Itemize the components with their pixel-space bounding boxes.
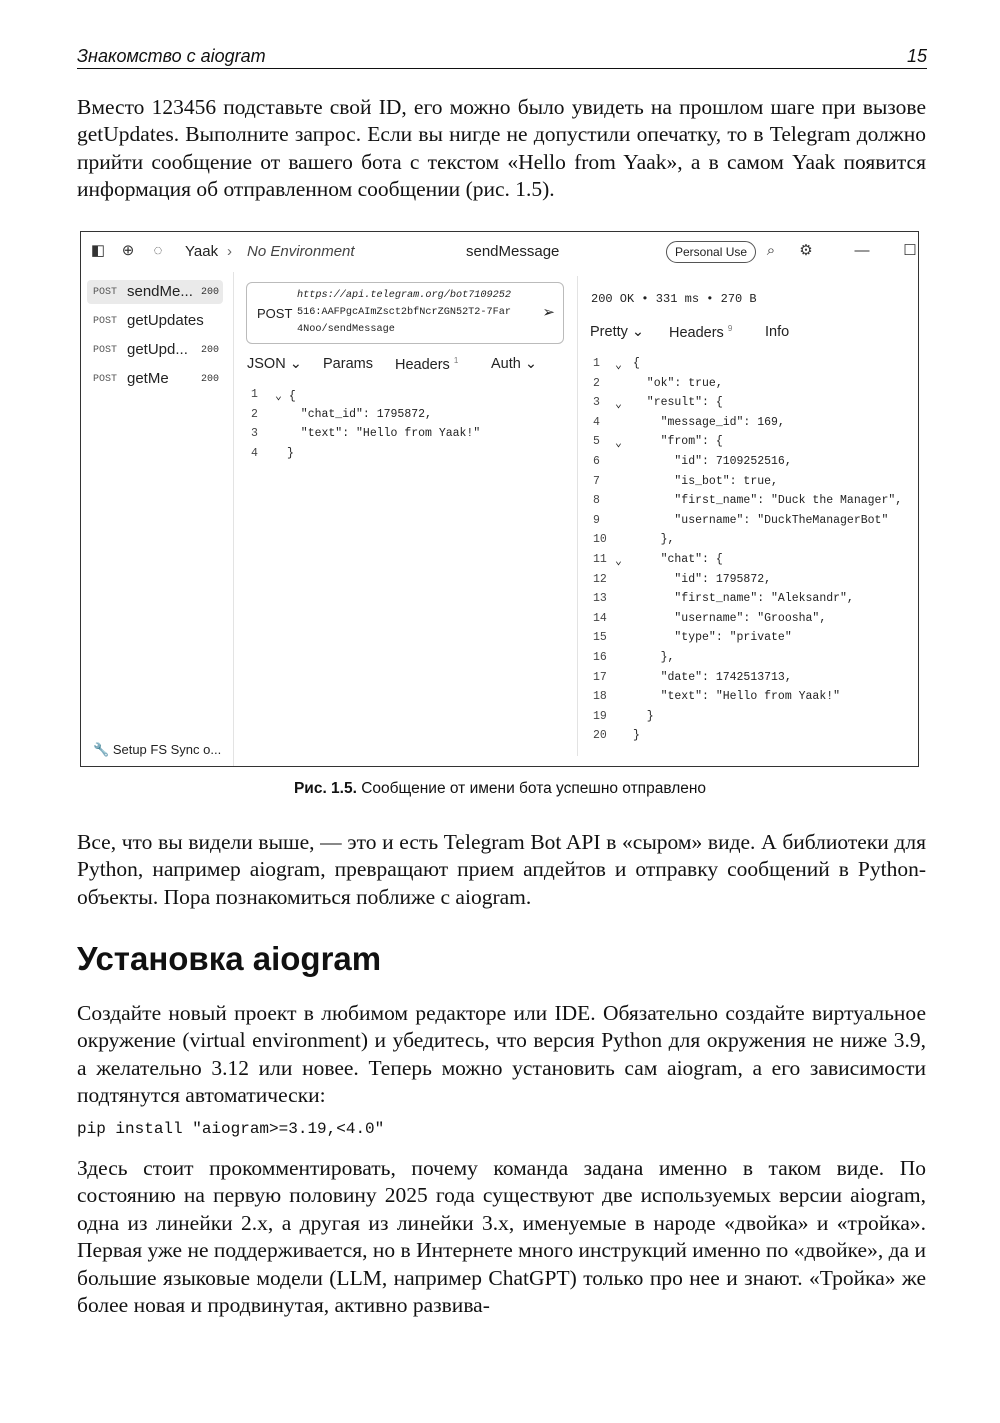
line-number: 16 [593, 651, 607, 664]
line-number: 15 [593, 631, 607, 645]
code-line: } [633, 709, 654, 723]
chevron-right-icon: › [227, 243, 232, 260]
page-number: 15 [906, 46, 927, 66]
code-line: "first_name": "Aleksandr", [633, 592, 854, 606]
maximize-icon[interactable]: ☐ [903, 242, 917, 259]
request-title: sendMessage [466, 243, 560, 260]
sidebar-item[interactable] [87, 309, 223, 333]
code-line: { [633, 357, 640, 370]
response-status: 200 OK • 331 ms • 270 B [591, 292, 757, 306]
code-line: "username": "DuckTheManagerBot" [633, 513, 889, 527]
line-number: 10 [593, 533, 607, 547]
url-line: 4Noo/sendMessage [297, 324, 395, 335]
workspace-name[interactable]: Yaak [185, 243, 219, 260]
code-line: "username": "Groosha", [633, 611, 827, 625]
tab-auth[interactable]: Auth ⌄ [491, 356, 538, 372]
paragraph-intro: Вместо 123456 подставьте свой ID, его можно было увидеть на прошлом шаге при вызове getUpdates. Выполните запрос. Если вы нигде не допустили опечатку, то в Telegram должно прийти сообщение от вашего бота с текстом «Hello from Yaak», а в самом Yaak появится информация об отправленном сообщении (рис. 1.5). [77, 95, 926, 202]
fold-icon[interactable]: ⌄ [615, 437, 622, 451]
line-number: 5 [593, 435, 600, 449]
line-number: 3 [251, 427, 258, 440]
send-icon[interactable]: ➢ [542, 304, 555, 321]
line-number: 1 [251, 388, 258, 401]
line-number: 13 [593, 592, 607, 606]
method-badge: POST [93, 287, 118, 298]
running-header [77, 44, 927, 69]
code-line: "result": { [633, 396, 723, 410]
sidebar-item[interactable] [87, 338, 223, 362]
line-number: 12 [593, 572, 607, 586]
tab-json[interactable]: JSON ⌄ [247, 356, 302, 372]
url-line: 516:AAFPgcAImZsct2bfNcrZGN52T2-7Far [297, 307, 511, 318]
code-line: "id": 1795872, [633, 572, 772, 586]
request-name: getUpd... [127, 341, 188, 358]
gear-icon[interactable]: ⚙ [799, 242, 813, 259]
line-number: 9 [593, 513, 600, 527]
request-name: sendMe... [127, 283, 193, 300]
minimize-icon[interactable]: — [854, 242, 870, 259]
code-line: "message_id": 169, [633, 415, 785, 429]
code-line: "first_name": "Duck the Manager", [633, 494, 903, 508]
line-number: 3 [593, 396, 600, 410]
request-body-editor[interactable] [251, 388, 571, 468]
request-sidebar [81, 272, 234, 766]
line-number: 6 [593, 455, 600, 468]
sidebar-item[interactable] [87, 280, 223, 304]
line-number: 4 [251, 446, 258, 460]
response-body [593, 357, 918, 757]
tab-response-headers[interactable]: Headers $^9$ [669, 324, 733, 341]
paragraph-install: Создайте новый проект в любимом редакторе или IDE. Обязательно создайте виртуальное окружение (virtual environment) и убедитесь, что версия Python для окружения не ниже 3.9, а желательно 3.12 или новее. Теперь можно установить сам aiogram, а его зависимости подтянутся автоматически: [77, 1001, 926, 1108]
code-line: "date": 1742513713, [633, 670, 792, 684]
line-number: 20 [593, 729, 607, 743]
setup-sync-button[interactable] [93, 742, 221, 758]
tab-params[interactable]: Params [323, 356, 373, 372]
caption-label: Рис. 1.5. [293, 780, 357, 797]
url-input[interactable] [297, 287, 537, 338]
setup-sync-label: Setup FS Sync o... [112, 742, 222, 757]
code-line: }, [633, 533, 675, 547]
url-method[interactable]: POST [257, 306, 293, 321]
search-icon[interactable]: ⌕ [766, 242, 776, 259]
line-number: 1 [593, 357, 600, 370]
sidebar-toggle-icon[interactable]: ◧ [90, 242, 106, 259]
line-number: 8 [593, 494, 600, 508]
figure-caption [0, 780, 1000, 798]
request-name: getUpdates [127, 312, 204, 329]
line-number: 17 [593, 670, 607, 684]
fold-icon[interactable]: ⌄ [615, 555, 622, 568]
workspace-badge[interactable]: Personal Use [666, 241, 756, 263]
caption-text: Сообщение от имени бота успешно отправлено [361, 780, 707, 797]
line-number: 7 [593, 474, 600, 488]
wrench-icon: 🔧 [93, 742, 110, 757]
code-line: "ok": true, [633, 376, 723, 390]
line-number: 2 [593, 376, 600, 390]
code-line: "id": 7109252516, [633, 455, 792, 468]
fold-icon[interactable]: ⌄ [615, 359, 622, 372]
code-line: "type": "private" [633, 631, 792, 645]
code-line: ⌄ { [275, 390, 296, 403]
request-name: getMe [127, 370, 169, 387]
add-icon[interactable]: ⊕ [121, 242, 135, 259]
line-number: 19 [593, 709, 607, 723]
tab-headers[interactable]: Headers $^1$ [395, 356, 459, 373]
code-line: "chat_id": 1795872, [287, 407, 432, 421]
url-line: https://api.telegram.org/bot7109252 [297, 290, 511, 301]
line-number: 14 [593, 611, 607, 625]
line-number: 4 [593, 415, 600, 429]
sidebar-item[interactable] [87, 367, 223, 391]
code-line: } [287, 446, 294, 460]
code-line: "text": "Hello from Yaak!" [287, 427, 481, 440]
chapter-title: Знакомство с aiogram [77, 46, 266, 66]
code-line: "text": "Hello from Yaak!" [633, 690, 841, 704]
tab-info[interactable]: Info [765, 324, 790, 340]
paragraph-summary: Все, что вы видели выше, — это и есть Telegram Bot API в «сыром» виде. А библиотеки для Python, например aiogram, превращают прием апдейтов и отправку сообщений в Python-объекты. Пора познакомиться поближе с aiogram. [77, 830, 926, 909]
app-topbar [81, 232, 918, 272]
code-line: "chat": { [633, 553, 723, 566]
code-line: } [633, 729, 640, 743]
status-code: 200 [200, 345, 219, 356]
method-badge: POST [93, 316, 118, 327]
code-line: "is_bot": true, [633, 474, 778, 488]
fold-icon[interactable]: ⌄ [615, 398, 622, 412]
line-number: 18 [593, 690, 607, 704]
status-code: 200 [200, 287, 219, 298]
status-code: 200 [200, 374, 219, 385]
code-line: }, [633, 651, 675, 664]
tab-pretty[interactable]: Pretty ⌄ [590, 324, 645, 340]
line-number: 2 [251, 407, 258, 421]
section-heading: Установка aiogram [77, 940, 382, 977]
method-badge: POST [93, 374, 118, 385]
workspace-icon[interactable]: ◌ [153, 242, 163, 259]
line-number: 11 [593, 553, 607, 566]
environment-selector[interactable]: No Environment [247, 243, 355, 260]
url-bar[interactable] [246, 282, 564, 344]
method-badge: POST [93, 345, 118, 356]
yaak-screenshot [80, 231, 919, 767]
install-command: pip install "aiogram>=3.19,<4.0" [77, 1120, 385, 1138]
paragraph-versions: Здесь стоит прокомментировать, почему команда задана именно в таком виде. По состоянию на первую половину 2025 года существуют две используемых версии aiogram, одна из линейки 2.x, а другая из линейки 3.x, именуемые в народе «двойка» и «тройка». Первая уже не поддерживается, но в Интернете много инструкций именно по «двойке», да и большие языковые модели (LLM, например ChatGPT) только про нее и знают. «Тройка» же более новая и продвинутая, активно развива- [77, 1156, 926, 1318]
code-line: "from": { [633, 435, 723, 449]
